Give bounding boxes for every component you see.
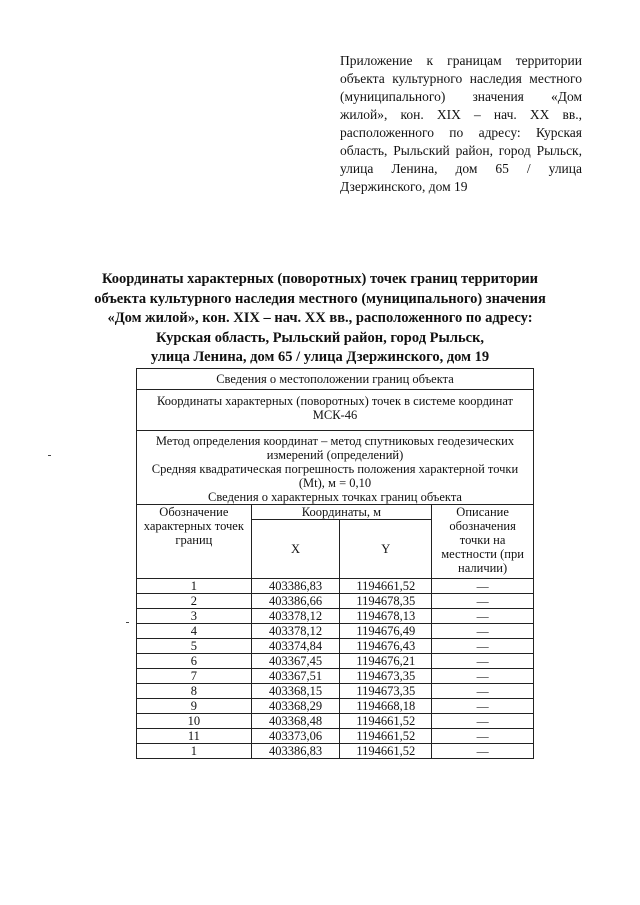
header-x: X — [251, 520, 340, 579]
x-coordinate-cell: 403367,51 — [251, 669, 340, 684]
x-coordinate-cell: 403386,83 — [251, 579, 340, 594]
description-cell: — — [432, 594, 534, 609]
point-number-cell: 10 — [137, 714, 252, 729]
points-heading: Сведения о характерных точках границ объекта — [208, 490, 462, 504]
title-line-5: улица Ленина, дом 65 / улица Дзержинского, дом 19 — [150, 349, 490, 365]
x-coordinate-cell: 403368,48 — [251, 714, 340, 729]
table-row — [137, 684, 534, 699]
appendix-text: Приложение к границам территории объекта культурного наследия местного (муниципального) значения «Дом жилой», кон. XIX – нач. XX вв., расположенного по адресу: Курская область, Рыльский район, город Рыльск, улица Ленина, дом 65 / улица Дзержинского, дом 19 — [340, 53, 582, 194]
header-coordinates: Координаты, м — [251, 505, 432, 520]
description-cell: — — [432, 609, 534, 624]
table-section-row — [137, 369, 534, 390]
coordinates-table — [136, 368, 534, 759]
description-cell: — — [432, 699, 534, 714]
x-coordinate-cell: 403378,12 — [251, 609, 340, 624]
title-line-4: Курская область, Рыльский район, город Рыльск, — [155, 329, 485, 346]
y-coordinate-cell: 1194661,52 — [340, 714, 432, 729]
table-row — [137, 729, 534, 744]
method-text: Метод определения координат – метод спутниковых геодезических измерений (определений) — [155, 434, 515, 462]
description-cell: — — [432, 579, 534, 594]
section-location-heading: Сведения о местоположении границ объекта — [137, 369, 534, 390]
point-number-cell: 8 — [137, 684, 252, 699]
description-cell: — — [432, 639, 534, 654]
title-line-3: «Дом жилой», кон. XIX – нач. XX вв., расположенного по адресу: — [107, 310, 533, 326]
point-number-cell: 3 — [137, 609, 252, 624]
point-number-cell: 7 — [137, 669, 252, 684]
scan-speck — [48, 455, 51, 456]
y-coordinate-cell: 1194661,52 — [340, 729, 432, 744]
point-number-cell: 6 — [137, 654, 252, 669]
x-coordinate-cell: 403374,84 — [251, 639, 340, 654]
y-coordinate-cell: 1194673,35 — [340, 669, 432, 684]
table-row — [137, 699, 534, 714]
point-number-cell: 4 — [137, 624, 252, 639]
accuracy-text: Средняя квадратическая погрешность положения характерной точки (Mt), м = 0,10 — [151, 462, 519, 490]
description-cell: — — [432, 714, 534, 729]
description-cell: — — [432, 744, 534, 759]
x-coordinate-cell: 403367,45 — [251, 654, 340, 669]
x-coordinate-cell: 403386,83 — [251, 744, 340, 759]
y-coordinate-cell: 1194661,52 — [340, 579, 432, 594]
description-cell: — — [432, 624, 534, 639]
table-row — [137, 744, 534, 759]
table-row — [137, 609, 534, 624]
point-number-cell: 1 — [137, 579, 252, 594]
x-coordinate-cell: 403368,15 — [251, 684, 340, 699]
x-coordinate-cell: 403368,29 — [251, 699, 340, 714]
x-coordinate-cell: 403373,06 — [251, 729, 340, 744]
point-number-cell: 2 — [137, 594, 252, 609]
table-row — [137, 594, 534, 609]
y-coordinate-cell: 1194676,43 — [340, 639, 432, 654]
table-row — [137, 624, 534, 639]
table-row — [137, 579, 534, 594]
description-cell: — — [432, 654, 534, 669]
table-row — [137, 714, 534, 729]
x-coordinate-cell: 403378,12 — [251, 624, 340, 639]
y-coordinate-cell: 1194678,13 — [340, 609, 432, 624]
table-row — [137, 654, 534, 669]
section-method — [137, 431, 534, 505]
description-cell: — — [432, 684, 534, 699]
table-header-row — [137, 505, 534, 520]
x-coordinate-cell: 403386,66 — [251, 594, 340, 609]
y-coordinate-cell: 1194676,21 — [340, 654, 432, 669]
table-section-row — [137, 431, 534, 505]
point-number-cell: 5 — [137, 639, 252, 654]
header-y: Y — [340, 520, 432, 579]
document-title — [70, 270, 570, 368]
header-description: Описание обозначения точки на местности (при наличии) — [432, 505, 534, 579]
title-line-2: объекта культурного наследия местного (муниципального) значения — [94, 290, 546, 307]
section-coordinate-system: Координаты характерных (поворотных) точек в системе координат МСК-46 — [137, 390, 534, 431]
point-number-cell: 9 — [137, 699, 252, 714]
header-designation: Обозначение характерных точек границ — [137, 505, 252, 579]
point-number-cell: 11 — [137, 729, 252, 744]
y-coordinate-cell: 1194661,52 — [340, 744, 432, 759]
table-section-row — [137, 390, 534, 431]
point-number-cell: 1 — [137, 744, 252, 759]
scan-speck — [126, 622, 129, 623]
y-coordinate-cell: 1194673,35 — [340, 684, 432, 699]
table-row — [137, 669, 534, 684]
title-line-1: Координаты характерных (поворотных) точек границ территории — [102, 271, 538, 287]
y-coordinate-cell: 1194676,49 — [340, 624, 432, 639]
y-coordinate-cell: 1194668,18 — [340, 699, 432, 714]
appendix-note — [340, 52, 582, 196]
y-coordinate-cell: 1194678,35 — [340, 594, 432, 609]
description-cell: — — [432, 669, 534, 684]
table-row — [137, 639, 534, 654]
description-cell: — — [432, 729, 534, 744]
